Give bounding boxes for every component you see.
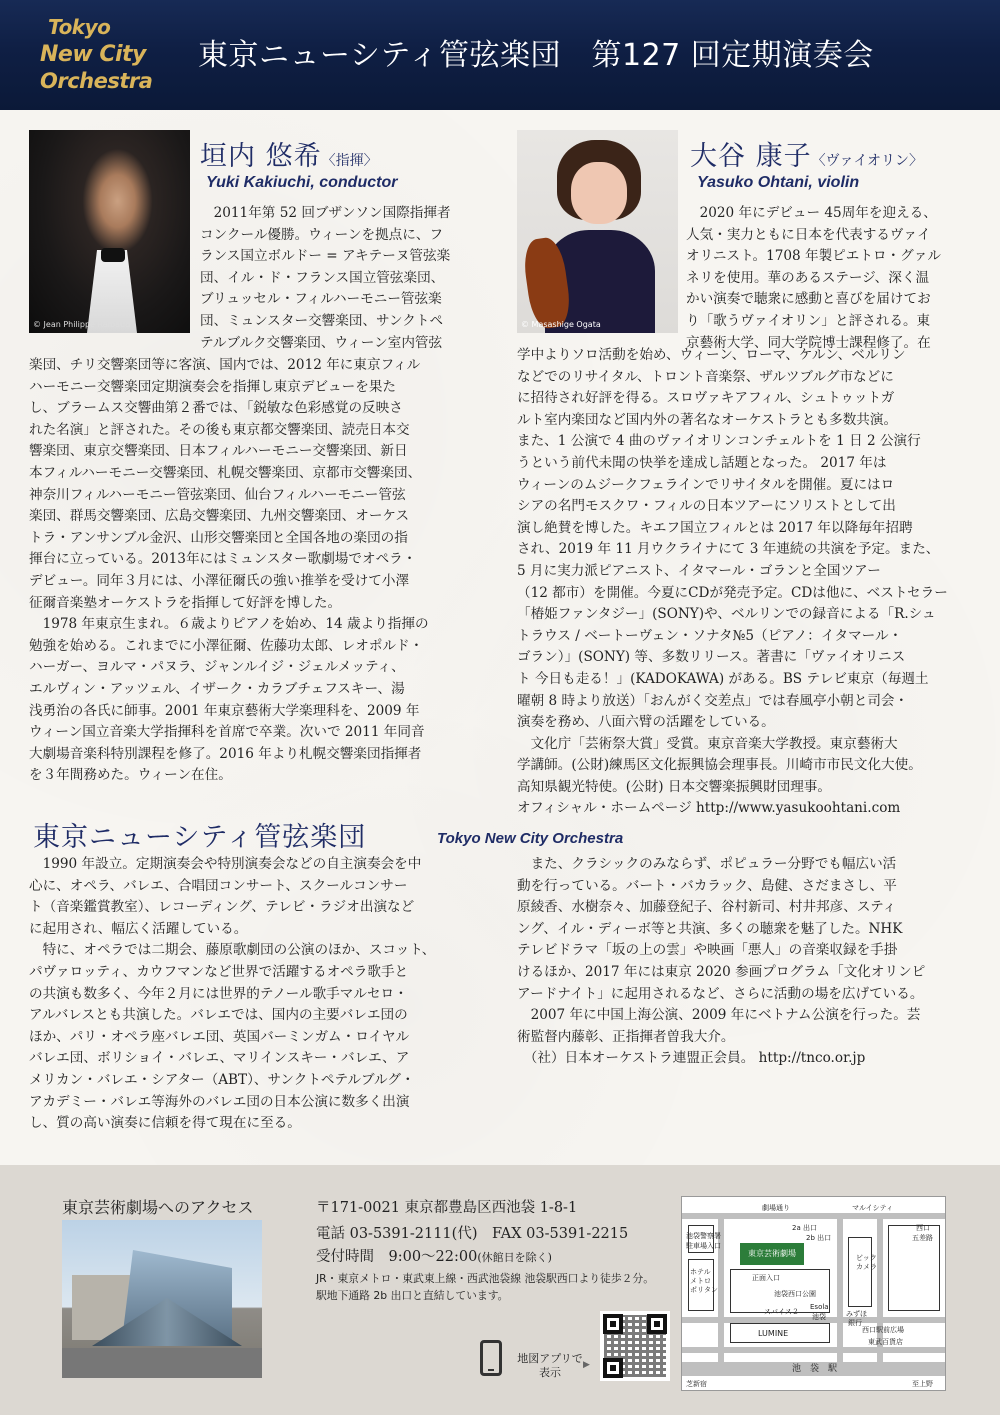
map-label: 銀行 [848,1319,862,1327]
orch-line: の共演も数多く、今年２月には世界的テノール歌手マルセロ・ [29,985,408,1002]
bio-line: 大劇場音楽科特別課程を修了。2016 年より札幌交響楽団指揮者 [29,745,422,762]
map-label: 至上野 [912,1380,933,1388]
orch-line: 特に、オペラでは二期会、藤原歌劇団の公演のほか、スコット、 [29,942,436,959]
bio-line: 演し絶賛を博した。キエフ国立フィルとは 2017 年以降毎年招聘 [517,519,913,536]
bio-line: 人気・実力ともに日本を代表するヴァイ [686,226,931,243]
map-block [848,1237,872,1307]
orchestra-title-en: Tokyo New City Orchestra [437,830,624,847]
bio-line: ウィーン国立音楽大学指揮科を首席で卒業。次いで 2011 年同音 [29,724,425,741]
orch-line: アカデミー・バレエ等海外のバレエ団の日本公演に数多く出演 [29,1093,410,1110]
map-label: 池袋 [812,1313,826,1321]
bio-line: ネリを使用。華のあるステージ、深く温 [686,269,930,286]
logo-line-3: Orchestra [40,69,153,93]
conductor-name: 垣内 悠希 [200,141,322,172]
map-label: カメラ [856,1263,877,1271]
bio-line: 文化庁「芸術祭大賞」受賞。東京音楽大学教授。東京藝術大 [517,735,898,752]
logo-line-1: Tokyo [48,15,111,39]
orch-line: また、クラシックのみならず、ポピュラー分野でも幅広い活 [517,856,897,872]
bio-line: に招待され好評を得る。スロヴァキアフィル、シュトゥットガ [517,390,895,407]
bio-line: 団、ミュンスター交響楽団、サンクトペ [200,312,444,329]
orch-line: 2007 年に中国上海公演、2009 年にベトナム公演を行った。芸 [517,1007,921,1024]
bio-line: 征爾音楽塾オーケストラを指揮して好評を博した。 [29,594,342,611]
map-label: 正面入口 [752,1274,780,1282]
bio-line: 5 月に実力派ピアニスト、イタマール・ゴランと全国ツアー [517,562,881,579]
bio-line: ブリュッセル・フィルハーモニー管弦楽 [200,291,442,308]
orch-line: ト（音楽鑑賞教室）、レコーディング、テレビ・ラジオ出演など [29,899,415,916]
bio-line: テルブルク交響楽団、ウィーン室内管弦 [200,334,443,351]
map-app-line-2: 表示 [539,1366,561,1379]
orch-line: バレエ団、ボリショイ・バレエ、マリインスキー・バレエ、ア [29,1050,410,1067]
bio-line: 2020 年にデビュー 45周年を迎える、 [699,205,937,221]
map-label: LUMINE [758,1329,789,1338]
orch-line: ほか、パリ・オペラ座バレエ団、英国バーミンガム・ロイヤル [29,1028,410,1045]
qr-finder [603,1358,623,1378]
violinist-name-en: Yasuko Ohtani, violin [697,174,860,191]
orch-line: 術監督内藤彰、正指揮者曽我大介。 [517,1028,735,1045]
map-label: 2b 出口 [806,1234,832,1242]
conductor-name-jp [200,134,378,173]
orch-line: けるほか、2017 年には東京 2020 参画プログラム「文化オリンピ [517,963,926,980]
bio-line: ハーガー、ヨルマ・パヌラ、ジャンルイジ・ジェルメッティ、 [29,659,405,676]
bio-line: かい演奏で聴衆に感動と喜びを届けてお [686,291,931,308]
bio-line: 1978 年東京生まれ。６歳よりピアノを始め、14 歳より指揮の [29,616,429,633]
bio-line: コンクール優勝。ウィーンを拠点に、フ [200,226,444,243]
map-label: ビック [856,1254,877,1262]
bio-line: 高知県観光特使。(公財) 日本交響楽振興財団理事。 [517,778,831,795]
orch-line: アルバレスとも共演した。バレエでは、国内の主要バレエ団の [29,1007,408,1024]
bio-line: （12 都市）を開催。今夏にCDが発売予定。CDは他に、ベストセラー [517,584,948,601]
route-line-2: 駅地下通路 2b 出口と直結しています。 [316,1289,509,1302]
bio-line: 学講師。(公財)練馬区文化振興協会理事長。川崎市市民文化大使。 [517,757,922,774]
bio-line: 勉強を始める。これまでに小澤征爾、佐藤功太郎、レオポルド・ [29,637,424,654]
orch-line: メリカン・バレエ・シアター（ABT）、サンクトペテルブルグ・ [29,1071,415,1088]
map-label: 五差路 [912,1234,933,1242]
orch-line: パヴァロッティ、カウフマンなど世界で活躍するオペラ歌手と [29,963,409,980]
conductor-role: 〈指揮〉 [321,153,378,169]
bio-line: 学中よりソロ活動を始め、ウィーン、ローマ、ケルン、ベルリン [517,347,906,363]
orch-line: 動を行っている。バート・バカラック、島健、さだまさし、平 [517,877,897,894]
bio-line: 楽団、チリ交響楽団等に客演、国内では、2012 年に東京フィル [29,357,421,373]
violinist-photo-credit: © Masashige Ogata [521,320,601,329]
theatre-photo [62,1220,262,1378]
bio-line: 響楽団、東京交響楽団、日本フィルハーモニー交響楽団、新日 [29,443,408,460]
map-label: 池袋警察署 [686,1232,721,1240]
violinist-bio-top [686,203,976,354]
bio-line: 曜朝 8 時より放送）「おんがく交差点」では春風亭小朝と司会・ [517,692,909,709]
bio-line: ハーモニー交響楽団定期演奏会を指揮し東京デビューを果た [29,378,397,395]
map-label: 劇場通り [762,1204,790,1212]
bio-line: れた名演」と評された。その後も東京都交響楽団、読売日本交 [29,421,410,438]
bio-line: オリニスト。1708 年製ピエトロ・グァル [686,248,941,265]
bio-line: 浅勇治の各氏に師事。2001 年東京藝術大学楽理科を、2009 年 [29,702,420,719]
face-shape [571,162,627,224]
map-road [682,1347,946,1353]
bio-line: 楽団、群馬交響楽団、広島交響楽団、九州交響楽団、オーケス [29,508,410,525]
arrow-right-icon: ▶ [583,1360,590,1370]
map-label: 2a 出口 [792,1224,817,1232]
bio-line: シアの名門モスクワ・フィルの日本ツアーにソリストとして出 [517,498,896,515]
map-label: 西口 [916,1224,930,1232]
bio-line: 2011年第 52 回ブザンソン国際指揮者 [213,205,451,221]
bio-line: ウィーンのムジークフェラインでリサイタルを開催。夏にはロ [517,476,895,493]
violinist-photo [517,130,678,333]
violinist-name: 大谷 康子 [690,141,812,172]
qr-finder [647,1314,667,1334]
violinist-bio-rest [517,345,979,820]
bio-line: 揮台に立っている。2013年にはミュンスター歌劇場でオペラ・ [29,551,417,568]
bio-line: また、1 公演で 4 曲のヴァイオリンコンチェルトを 1 日 2 公演行 [517,433,921,450]
hours-note: (休館日を除く) [477,1251,552,1264]
conductor-name-en: Yuki Kakiuchi, conductor [206,174,398,191]
map-label: メトロ [690,1277,711,1285]
bio-line: し、ブラームス交響曲第２番では、「鋭敏な色彩感覚の反映さ [29,400,403,417]
access-title: 東京芸術劇場へのアクセス [62,1198,254,1217]
orch-line: 心に、オペラ、バレエ、合唱団コンサート、スクールコンサー [29,877,408,894]
bio-line: 「椿姫ファンタジー」(SONY)や、ベルリンでの録音による「R.シュ [517,606,936,623]
orch-line: 原綾香、水樹奈々、加藤登紀子、谷村新司、村井邦彦、スティ [517,899,897,916]
orch-line: 1990 年設立。定期演奏会や特別演奏会などの自主演奏会を中 [29,856,422,872]
qr-finder [603,1314,623,1334]
route-line-1: JR・東京メトロ・東武東上線・西武池袋線 池袋駅西口より徒歩２分。 [316,1272,655,1285]
bio-line: オフィシャル・ホームページ http://www.yasukoohtani.com [517,800,901,817]
page-title: 東京ニューシティ管弦楽団 第127 回定期演奏会 [198,38,874,73]
orch-line: し、質の高い演奏に信頼を得て現在に至る。 [29,1115,301,1132]
theatre-marker[interactable]: 東京芸術劇場 [740,1243,804,1265]
access-map[interactable] [681,1196,946,1391]
bio-line: トラウス / ベートーヴェン・ソナタ№5（ピアノ：イタマール・ [517,627,903,644]
bio-line: され、2019 年 11 月ウクライナにて 3 年連続の共演を予定。また、 [517,541,940,558]
map-label: ホテル [690,1268,711,1276]
bio-line: り「歌うヴァイオリン」と評される。東 [686,312,931,329]
conductor-bio-rest [29,355,497,787]
orch-line: （社）日本オーケストラ連盟正会員。 http://tnco.or.jp [517,1050,866,1067]
map-label: みずほ [846,1310,867,1318]
postal-address: 〒171-0021 東京都豊島区西池袋 1-8-1 [316,1200,578,1216]
qr-code[interactable] [600,1311,670,1381]
bio-line: ルト室内楽団など国内外の著名なオーケストラとも多数共演。 [517,411,898,428]
bio-line: ト 今日も走る！」(KADOKAWA) がある。BS テレビ東京（毎週土 [517,670,929,687]
bio-line: デビュー。同年３月には、小澤征爾氏の強い推挙を受けて小澤 [29,572,410,589]
orch-line: テレビドラマ「坂の上の雲」や映画「悪人」の音楽収録を手掛 [517,942,898,959]
bio-line: 本フィルハーモニー交響楽団、札幌交響楽団、京都市交響楽団、 [29,464,422,481]
orch-line: に起用され、幅広く活躍している。 [29,920,248,937]
orchestra-col-right [517,854,979,1070]
bio-line: を３年間務めた。ウィーン在住。 [29,767,232,784]
map-app-caption [515,1352,590,1380]
bio-line: ランス国立ボルドー = アキテーヌ管弦楽 [200,248,451,265]
hours-text: 受付時間 9:00～22:00 [316,1249,478,1265]
bowtie-shape [101,248,125,262]
phone-fax: 電話 03-5391-2111(代) FAX 03-5391-2215 [316,1226,629,1242]
road-shape [62,1348,262,1378]
orch-line: アードナイト」に起用されるなど、さらに活動の場を広げている。 [517,985,924,1002]
bio-line: 団、イル・ド・フランス国立管弦楽団、 [200,269,445,286]
bio-line: エルヴィン・アッツェル、イザーク・カラブチェフスキー、湯 [29,680,405,697]
orchestra-col-left [29,854,499,1135]
map-label: スパイス２ [764,1308,799,1316]
map-label: マルイシティ [852,1204,894,1212]
ikebukuro-station: 池 袋 駅 [682,1362,946,1376]
bio-line: 京藝術大学、同大学院博士課程修了。在 [686,334,931,351]
map-label: ポリタン [690,1286,718,1294]
violinist-name-jp [690,134,923,173]
conductor-bio-top [200,203,494,354]
orchestra-title-jp: 東京ニューシティ管弦楽団 [33,822,367,853]
map-label: 池袋西口公園 [774,1290,816,1298]
bio-line: トラ・アンサンブル金沢、山形交響楽団と全国各地の楽団の指 [29,529,408,546]
smartphone-icon [480,1340,502,1376]
conductor-photo-credit: © Jean Philippe Raibaud [33,320,131,329]
conductor-photo [29,130,190,333]
bio-line: ゴラン）」(SONY) 等、多数リリース。著書に「ヴァイオリニス [517,649,906,666]
violinist-role: 〈ヴァイオリン〉 [811,153,924,169]
map-label: 駐車場入口 [686,1242,721,1250]
map-label: Esola [810,1303,829,1311]
orch-line: ング、イル・ディーボ等と共演、多くの聴衆を魅了した。NHK [517,920,903,937]
bio-line: 演奏を務め、八面六臂の活躍をしている。 [517,714,775,731]
map-label: 西口駅前広場 [862,1326,904,1334]
reception-hours [316,1245,552,1266]
logo-line-2: New City [40,42,146,67]
bio-line: 神奈川フィルハーモニー管弦楽団、仙台フィルハーモニー管弦 [29,486,406,503]
bio-line: うという前代未聞の快挙を達成し話題となった。 2017 年は [517,454,887,471]
bio-line: などでのリサイタル、トロント音楽祭、ザルツブルグ市などに [517,368,894,385]
map-app-line-1: 地図アプリで [517,1352,583,1365]
map-label: 東武百貨店 [868,1338,903,1346]
orchestra-logo[interactable] [40,14,160,98]
header-banner [0,0,1000,110]
map-label: 芝新宿 [686,1380,707,1388]
map-road [837,1213,843,1363]
